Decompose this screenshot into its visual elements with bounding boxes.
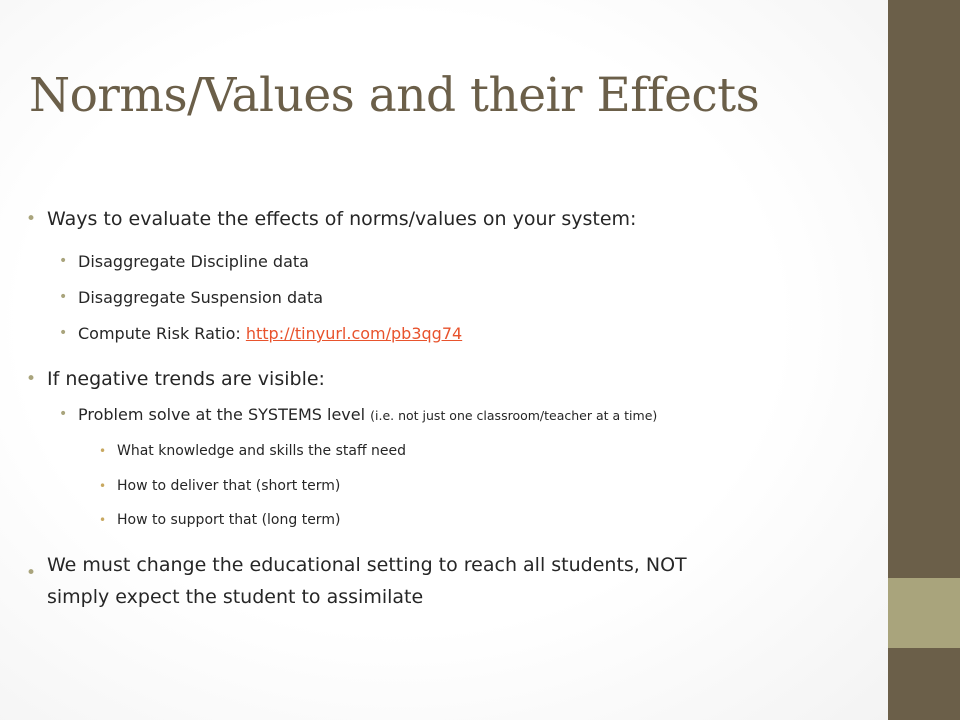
bullet-dot-icon: • xyxy=(26,563,37,583)
bullet-text: Compute Risk Ratio: xyxy=(78,324,246,343)
bullet-text: Disaggregate Discipline data xyxy=(78,252,309,271)
bullet-text: If negative trends are visible: xyxy=(47,368,325,390)
bullet-evaluate-effects xyxy=(26,208,637,230)
bullet-dot-icon: • xyxy=(59,289,68,305)
bullet-negative-trends xyxy=(26,368,325,390)
bullet-text: How to support that (long term) xyxy=(117,512,341,528)
bullet-dot-icon: • xyxy=(26,209,37,229)
bullet-dot-icon: • xyxy=(99,479,107,493)
bullet-text-line-1: We must change the educational setting to reach all students, NOT xyxy=(47,554,687,576)
bullet-dot-icon: • xyxy=(99,513,107,527)
bullet-text-line-2: simply expect the student to assimilate xyxy=(47,586,424,608)
bullet-note: (i.e. not just one classroom/teacher at a time) xyxy=(370,408,658,423)
bullet-disaggregate-suspension xyxy=(59,288,324,307)
bullet-deliver-short-term xyxy=(99,478,341,494)
bullet-problem-solve xyxy=(59,405,658,424)
bullet-dot-icon: • xyxy=(59,325,68,341)
bullet-text: Disaggregate Suspension data xyxy=(78,288,324,307)
decorative-side-accent xyxy=(888,578,960,648)
bullet-disaggregate-discipline xyxy=(59,252,309,271)
slide-title: Norms/Values and their Effects xyxy=(29,68,760,123)
risk-ratio-link[interactable]: http://tinyurl.com/pb3qg74 xyxy=(245,324,463,343)
bullet-text: Ways to evaluate the effects of norms/values on your system: xyxy=(47,208,637,230)
bullet-risk-ratio xyxy=(59,324,463,343)
bullet-dot-icon: • xyxy=(26,369,37,389)
bullet-knowledge-skills xyxy=(99,443,407,459)
bullet-text: Problem solve at the SYSTEMS level xyxy=(78,405,371,424)
bullet-support-long-term xyxy=(99,512,341,528)
bullet-text: What knowledge and skills the staff need xyxy=(117,443,407,459)
bullet-dot-icon: • xyxy=(59,406,68,422)
bullet-change-setting xyxy=(26,549,687,613)
bullet-text: How to deliver that (short term) xyxy=(117,478,341,494)
bullet-dot-icon: • xyxy=(99,444,107,458)
bullet-dot-icon: • xyxy=(59,253,68,269)
